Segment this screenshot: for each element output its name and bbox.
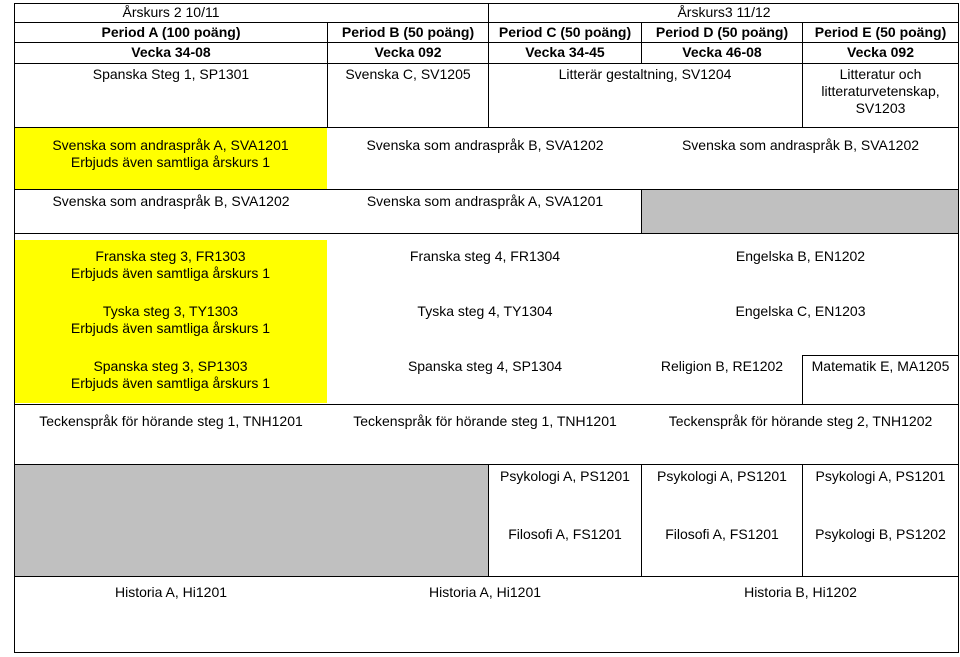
grid-line — [14, 3, 15, 653]
course-psykologi-a-1: Psykologi A, PS1201 — [500, 468, 630, 484]
grid-line — [802, 464, 803, 576]
note-erbjuds-2: Erbjuds även samtliga årskurs 1 — [70, 265, 271, 281]
course-litteratur-line3: SV1203 — [855, 100, 906, 116]
grid-line — [14, 404, 959, 405]
shaded-cell-r8 — [14, 465, 488, 576]
course-engelska-b: Engelska B, EN1202 — [735, 248, 866, 264]
year-label-2: Årskurs3 11/12 — [677, 4, 771, 20]
period-b-header: Period B (50 poäng) — [341, 24, 475, 40]
course-franska-3: Franska steg 3, FR1303 — [95, 248, 246, 264]
period-e-header: Period E (50 poäng) — [814, 24, 947, 40]
grid-line — [641, 464, 642, 576]
course-filosofi-a-1: Filosofi A, FS1201 — [508, 526, 622, 542]
grid-line — [14, 22, 959, 23]
grid-line — [802, 22, 803, 127]
course-filosofi-a-2: Filosofi A, FS1201 — [665, 526, 779, 542]
grid-line — [802, 355, 959, 356]
course-historia-a-1: Historia A, Hi1201 — [114, 584, 228, 600]
grid-line — [641, 189, 642, 233]
grid-line — [14, 652, 959, 653]
course-spanska-4: Spanska steg 4, SP1304 — [407, 358, 563, 374]
course-litteratur-line2: litteraturvetenskap, — [821, 83, 940, 99]
grid-line — [14, 3, 959, 4]
grid-line — [14, 127, 959, 128]
course-matematik-e: Matematik E, MA1205 — [811, 358, 950, 374]
grid-line — [14, 63, 959, 64]
course-historia-b: Historia B, Hi1202 — [744, 584, 857, 600]
course-psykologi-a-2: Psykologi A, PS1201 — [657, 468, 787, 484]
note-erbjuds-1: Erbjuds även samtliga årskurs 1 — [70, 154, 271, 170]
note-erbjuds-3: Erbjuds även samtliga årskurs 1 — [70, 320, 271, 336]
course-psykologi-a-3: Psykologi A, PS1201 — [815, 468, 946, 484]
course-historia-a-2: Historia A, Hi1201 — [428, 584, 542, 600]
course-franska-4: Franska steg 4, FR1304 — [409, 248, 561, 264]
period-c-header: Period C (50 poäng) — [498, 24, 632, 40]
grid-line — [14, 576, 959, 577]
grid-line — [14, 464, 959, 465]
course-religion-b: Religion B, RE1202 — [660, 358, 784, 374]
course-litterar-gestaltning: Litterär gestaltning, SV1204 — [558, 66, 732, 82]
course-spanska-1: Spanska Steg 1, SP1301 — [92, 66, 250, 82]
course-litteratur-line1: Litteratur och — [839, 66, 922, 82]
course-sva-b-2: Svenska som andraspråk B, SVA1202 — [681, 137, 920, 153]
course-sva-a-2: Svenska som andraspråk A, SVA1201 — [366, 193, 604, 209]
week-a: Vecka 34-08 — [131, 44, 211, 60]
week-b: Vecka 092 — [374, 44, 442, 60]
week-d: Vecka 46-08 — [682, 44, 762, 60]
grid-line — [958, 3, 959, 653]
period-d-header: Period D (50 poäng) — [655, 24, 789, 40]
grid-line — [802, 355, 803, 404]
shaded-cell-r3 — [641, 190, 959, 233]
course-tyska-4: Tyska steg 4, TY1304 — [417, 303, 553, 319]
grid-line — [14, 233, 959, 234]
course-sva-a: Svenska som andraspråk A, SVA1201 — [52, 137, 289, 153]
course-psykologi-b: Psykologi B, PS1202 — [815, 526, 946, 542]
course-spanska-3: Spanska steg 3, SP1303 — [93, 358, 248, 374]
grid-line — [14, 42, 959, 43]
year-label-1: Årskurs 2 10/11 — [122, 4, 220, 20]
week-e: Vecka 092 — [847, 44, 914, 60]
course-teckensprak-1a: Teckenspråk för hörande steg 1, TNH1201 — [39, 413, 303, 429]
course-sva-b-3: Svenska som andraspråk B, SVA1202 — [52, 193, 290, 209]
grid-line — [488, 464, 489, 576]
week-c: Vecka 34-45 — [525, 44, 605, 60]
course-svenska-c: Svenska C, SV1205 — [345, 66, 471, 82]
grid-line — [14, 189, 959, 190]
grid-line — [488, 3, 489, 23]
period-a-header: Period A (100 poäng) — [101, 24, 241, 40]
grid-line — [327, 22, 328, 127]
course-engelska-c: Engelska C, EN1203 — [735, 303, 866, 319]
course-teckensprak-1b: Teckenspråk för hörande steg 1, TNH1201 — [353, 413, 617, 429]
note-erbjuds-4: Erbjuds även samtliga årskurs 1 — [70, 375, 271, 391]
grid-line — [641, 22, 642, 63]
course-sva-b-1: Svenska som andraspråk B, SVA1202 — [366, 137, 604, 153]
course-tyska-3: Tyska steg 3, TY1303 — [102, 303, 239, 319]
grid-line — [488, 22, 489, 127]
course-teckensprak-2: Teckenspråk för hörande steg 2, TNH1202 — [668, 413, 933, 429]
